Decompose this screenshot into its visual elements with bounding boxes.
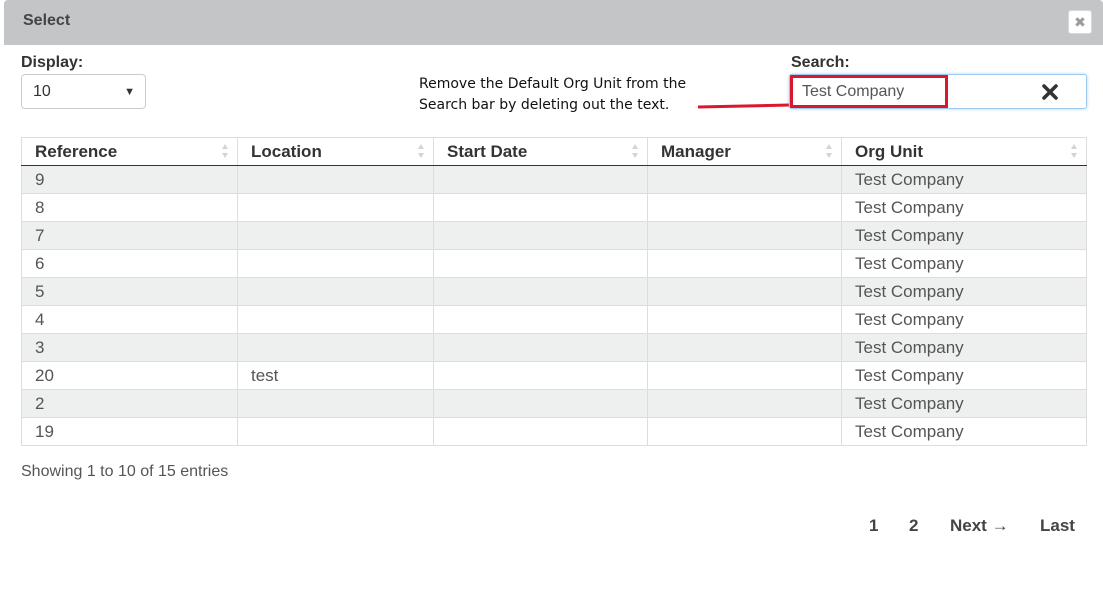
sort-icon [1070, 143, 1078, 159]
cell-start-date [434, 334, 648, 362]
cell-manager [648, 306, 842, 334]
annotation-line-2: Search bar by deleting out the text. [419, 97, 670, 113]
cell-manager [648, 194, 842, 222]
column-header-location[interactable] [238, 138, 434, 166]
table-row[interactable] [22, 418, 1087, 446]
cell-org-unit: Test Company [842, 166, 1087, 194]
column-header-start-date[interactable] [434, 138, 648, 166]
column-header-label: Location [251, 141, 322, 161]
cell-location [238, 166, 434, 194]
cell-org-unit: Test Company [842, 250, 1087, 278]
table-row[interactable] [22, 334, 1087, 362]
column-header-label: Reference [35, 141, 118, 161]
sort-icon [417, 143, 425, 159]
table-row[interactable] [22, 362, 1087, 390]
last-page-button[interactable]: Last [1040, 516, 1075, 535]
cell-location [238, 250, 434, 278]
cell-start-date [434, 306, 648, 334]
cell-manager [648, 362, 842, 390]
table-row[interactable] [22, 250, 1087, 278]
close-icon: ✖ [1074, 14, 1086, 30]
cell-reference: 7 [22, 222, 238, 250]
cell-start-date [434, 278, 648, 306]
cell-start-date [434, 250, 648, 278]
table-row[interactable] [22, 166, 1087, 194]
cell-start-date [434, 222, 648, 250]
cell-reference: 20 [22, 362, 238, 390]
cell-reference: 6 [22, 250, 238, 278]
display-value: 10 [33, 83, 51, 100]
annotation-line-1: Remove the Default Org Unit from the [419, 76, 687, 92]
column-header-org-unit[interactable] [842, 138, 1087, 166]
cell-reference: 5 [22, 278, 238, 306]
cell-org-unit: Test Company [842, 334, 1087, 362]
dialog-header [4, 0, 1103, 45]
sort-icon [631, 143, 639, 159]
cell-location [238, 222, 434, 250]
times-icon [1038, 80, 1062, 104]
cell-reference: 9 [22, 166, 238, 194]
column-header-label: Start Date [447, 141, 528, 161]
cell-location [238, 306, 434, 334]
table-info: Showing 1 to 10 of 15 entries [21, 463, 229, 480]
cell-org-unit: Test Company [842, 306, 1087, 334]
cell-start-date [434, 390, 648, 418]
cell-org-unit: Test Company [842, 278, 1087, 306]
cell-manager [648, 390, 842, 418]
cell-manager [648, 222, 842, 250]
cell-reference: 4 [22, 306, 238, 334]
display-select[interactable] [21, 74, 146, 109]
clear-search-button[interactable] [1038, 80, 1062, 104]
table-row[interactable] [22, 194, 1087, 222]
chevron-down-icon: ▼ [124, 86, 135, 98]
cell-location [238, 278, 434, 306]
cell-reference: 3 [22, 334, 238, 362]
cell-location [238, 418, 434, 446]
column-header-reference[interactable] [22, 138, 238, 166]
cell-manager [648, 418, 842, 446]
cell-reference: 8 [22, 194, 238, 222]
page-1-button[interactable]: 1 [869, 516, 879, 535]
sort-icon [221, 143, 229, 159]
cell-location: test [238, 362, 434, 390]
cell-org-unit: Test Company [842, 418, 1087, 446]
search-label: Search: [791, 54, 850, 71]
table-row[interactable] [22, 390, 1087, 418]
cell-start-date [434, 362, 648, 390]
cell-start-date [434, 194, 648, 222]
table-row[interactable] [22, 222, 1087, 250]
cell-org-unit: Test Company [842, 222, 1087, 250]
cell-manager [648, 250, 842, 278]
cell-reference: 2 [22, 390, 238, 418]
column-header-label: Org Unit [855, 141, 923, 161]
display-label: Display: [21, 54, 84, 71]
close-button[interactable] [1068, 10, 1092, 34]
cell-manager [648, 278, 842, 306]
results-table [21, 137, 1087, 446]
table-row[interactable] [22, 278, 1087, 306]
next-page-button[interactable]: Next → [950, 516, 1009, 535]
table-row[interactable] [22, 306, 1087, 334]
dialog-title: Select [23, 12, 71, 29]
column-header-label: Manager [661, 141, 731, 161]
cell-start-date [434, 166, 648, 194]
cell-manager [648, 166, 842, 194]
cell-org-unit: Test Company [842, 390, 1087, 418]
cell-location [238, 334, 434, 362]
annotation-note [419, 74, 739, 116]
cell-manager [648, 334, 842, 362]
cell-location [238, 194, 434, 222]
cell-reference: 19 [22, 418, 238, 446]
cell-location [238, 390, 434, 418]
sort-icon [825, 143, 833, 159]
cell-org-unit: Test Company [842, 194, 1087, 222]
search-input[interactable] [802, 81, 1032, 103]
cell-org-unit: Test Company [842, 362, 1087, 390]
cell-start-date [434, 418, 648, 446]
column-header-manager[interactable] [648, 138, 842, 166]
table-header-row [22, 138, 1087, 166]
page-2-button[interactable]: 2 [909, 516, 919, 535]
